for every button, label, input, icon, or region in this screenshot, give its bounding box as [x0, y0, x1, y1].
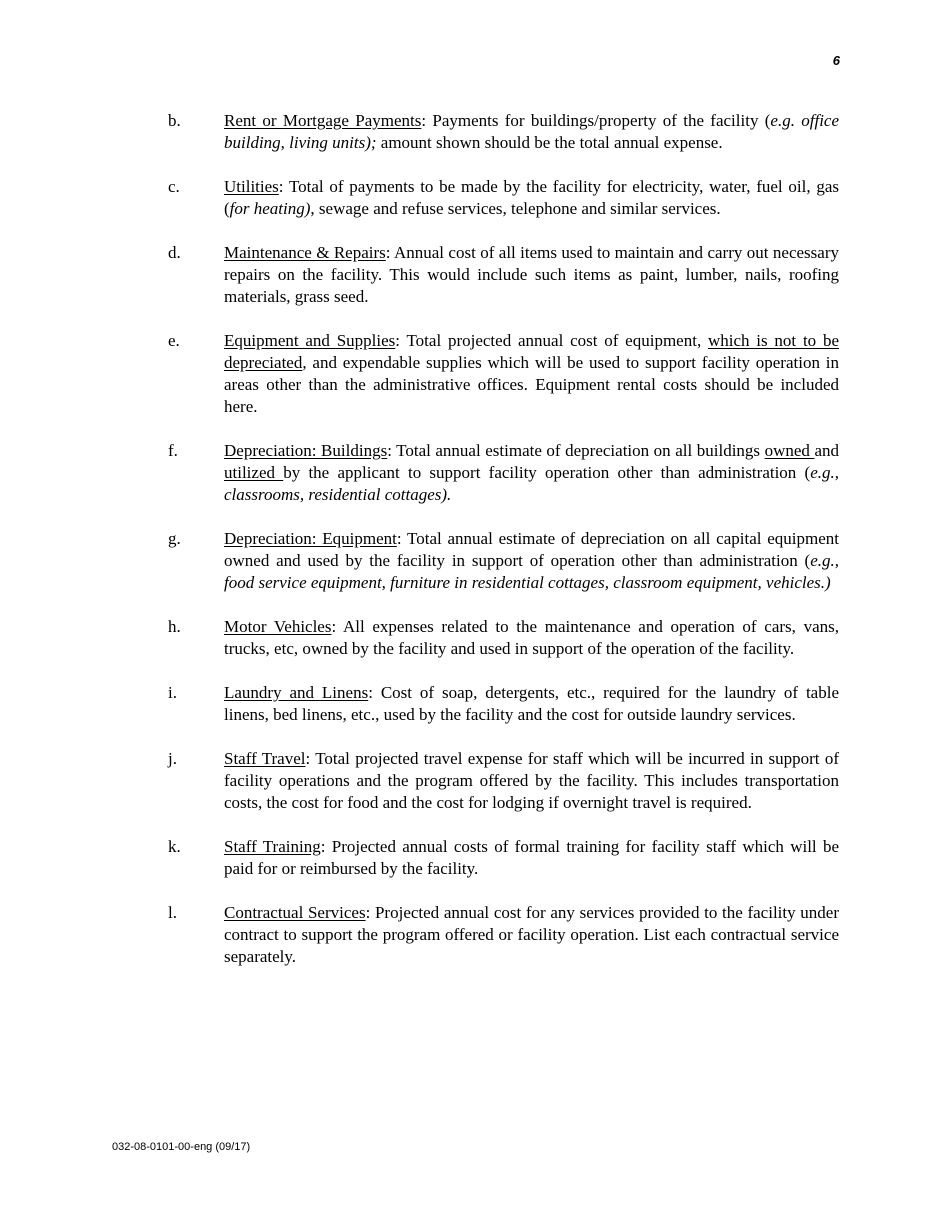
list-item-contractual-services [168, 902, 839, 968]
item-text: : Total projected annual cost of equipment, [395, 331, 708, 350]
item-italic-text: e.g., classrooms, residential cottages). [224, 463, 839, 504]
item-letter: h. [168, 617, 181, 636]
item-letter: i. [168, 683, 177, 702]
item-underlined-text: owned [764, 441, 815, 460]
list-item-depreciation-buildings [168, 440, 839, 506]
list-item-utilities [168, 176, 839, 220]
item-letter: d. [168, 243, 181, 262]
list-item-staff-travel [168, 748, 839, 814]
list-item-maintenance-repairs [168, 242, 839, 308]
item-letter: j. [168, 749, 177, 768]
item-underlined-text: which is not to be depreciated [224, 331, 839, 372]
item-letter: k. [168, 837, 181, 856]
item-text: : Annual cost of all items used to maintain and carry out necessary repairs on the facility. This would include such items as paint, lumber, nails, roofing materials, grass seed. [224, 243, 839, 306]
page-number: 6 [832, 53, 840, 68]
item-text: amount shown should be the total annual expense. [376, 133, 723, 152]
item-text: : Total annual estimate of depreciation on all capital equipment owned and used by the facility in support of operation other than administration ( [224, 529, 839, 570]
item-text: and [814, 441, 840, 460]
list-item-staff-training [168, 836, 839, 880]
item-text: : Total of payments to be made by the facility for electricity, water, fuel oil, gas ( [224, 177, 839, 218]
item-title: Rent or Mortgage Payments [224, 111, 422, 130]
item-text: : All expenses related to the maintenance and operation of cars, vans, trucks, etc, owned by the facility and used in support of the operation of the facility. [224, 617, 839, 658]
item-letter: e. [168, 331, 180, 350]
item-letter: l. [168, 903, 177, 922]
item-title: Utilities [224, 177, 279, 196]
item-letter: b. [168, 111, 181, 130]
item-italic-text: e.g. office building, living units); [224, 111, 840, 152]
expense-definitions-list [168, 110, 839, 990]
item-letter: g. [168, 529, 181, 548]
item-text: : Total annual estimate of depreciation on all buildings [387, 441, 765, 460]
item-title: Motor Vehicles [224, 617, 332, 636]
item-letter: c. [168, 177, 180, 196]
item-title: Laundry and Linens [224, 683, 369, 702]
list-item-motor-vehicles [168, 616, 839, 660]
item-title: Depreciation: Buildings [224, 441, 388, 460]
list-item-laundry-linens [168, 682, 839, 726]
list-item-depreciation-equipment [168, 528, 839, 594]
item-title: Staff Travel [224, 749, 306, 768]
item-underlined-text: utilized [224, 463, 284, 482]
item-italic-text: for heating) [229, 199, 311, 218]
item-text: , and expendable supplies which will be used to support facility operation in areas other than the administrative offices. Equipment rental costs should be included here. [224, 353, 839, 416]
item-italic-text: e.g., food service equipment, furniture in residential cottages, classroom equipment, vehicles.) [224, 551, 839, 592]
item-title: Contractual Services [224, 903, 366, 922]
item-text: : Cost of soap, detergents, etc., required for the laundry of table linens, bed linens, etc., used by the facility and the cost for outside laundry services. [224, 683, 839, 724]
item-text: : Projected annual cost for any services provided to the facility under contract to support the program offered or facility operation. List each contractual service separately. [224, 903, 839, 966]
list-item-equipment-supplies [168, 330, 839, 418]
item-text: : Projected annual costs of formal training for facility staff which will be paid for or reimbursed by the facility. [224, 837, 840, 878]
item-title: Maintenance & Repairs [224, 243, 386, 262]
item-title: Staff Training [224, 837, 321, 856]
item-text: , sewage and refuse services, telephone and similar services. [310, 199, 721, 218]
list-item-rent-mortgage [168, 110, 839, 154]
item-text: by the applicant to support facility operation other than administration ( [283, 463, 811, 482]
item-title: Equipment and Supplies [224, 331, 396, 350]
form-number-footer: 032-08-0101-00-eng (09/17) [112, 1141, 251, 1153]
item-text: : Total projected travel expense for staff which will be incurred in support of facility operations and the program offered by the facility. This includes transportation costs, the cost for food and the cost for lodging if overnight travel is required. [224, 749, 839, 812]
item-letter: f. [168, 441, 178, 460]
item-text: : Payments for buildings/property of the facility ( [421, 111, 771, 130]
item-title: Depreciation: Equipment [224, 529, 397, 548]
